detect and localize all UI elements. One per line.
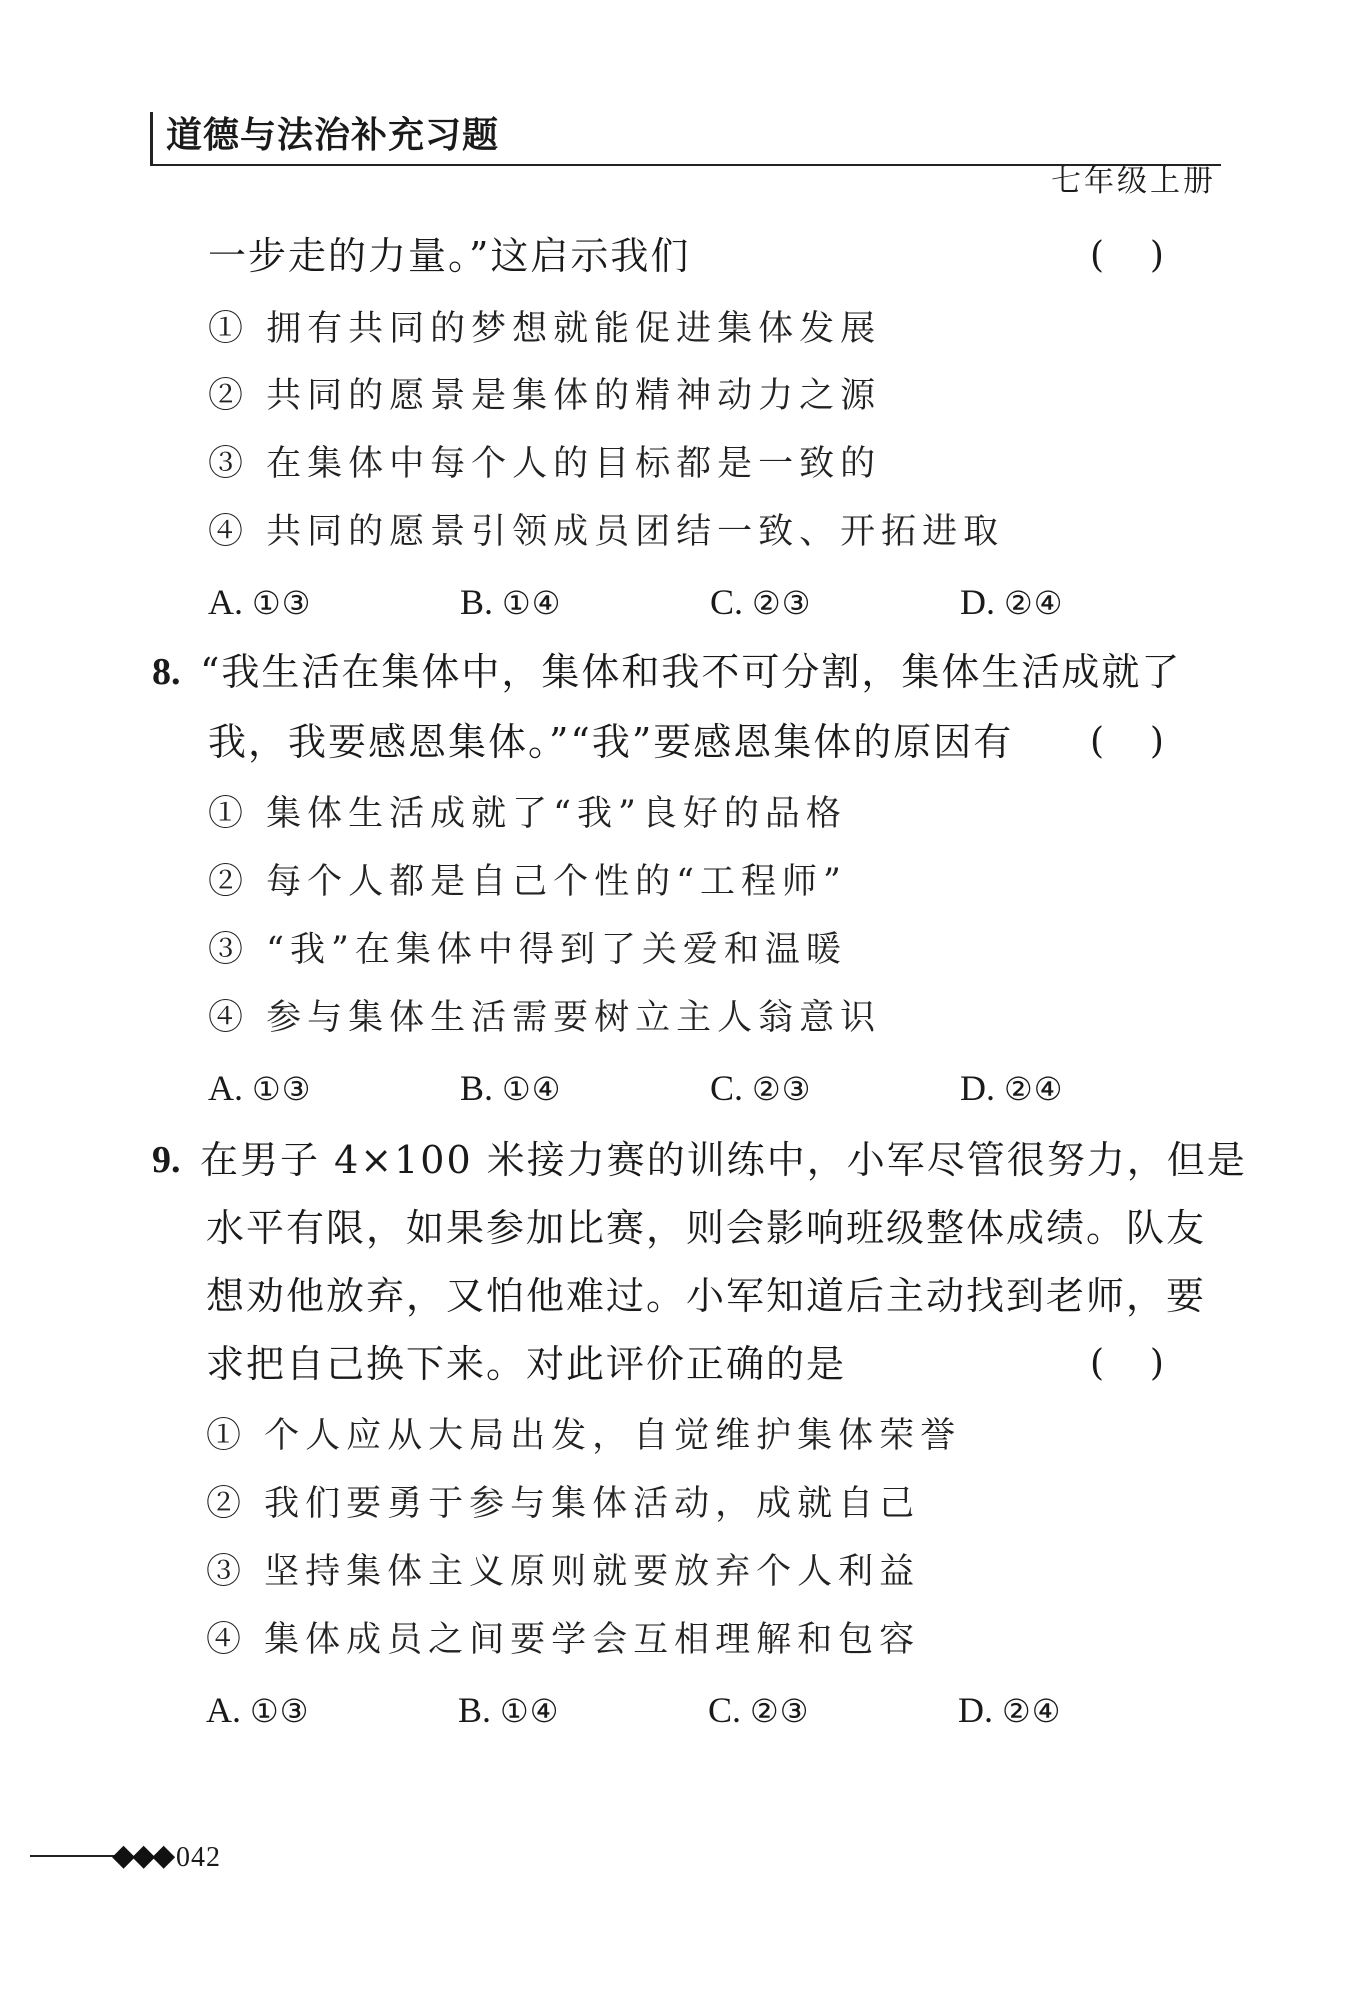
q9-number: 9. [152,1139,181,1181]
q9-stem-line-3: 想劝他放弃，又怕他难过。小军知道后主动找到老师，要 [206,1274,1207,1318]
q7-answer-blank: ( ) [1090,235,1164,276]
q7-choice-c[interactable]: C. ②③ [710,582,812,622]
q9-choice-c[interactable]: C. ②③ [708,1690,810,1730]
q9-choice-b[interactable]: B. ①④ [458,1690,560,1730]
q8-option-2: ② 每个人都是自己个性的“工程师” [208,862,847,902]
q8-option-1: ① 集体生活成就了“我”良好的品格 [208,794,847,834]
q9-choice-d[interactable]: D. ②④ [958,1690,1062,1730]
grade-label: 七年级上册 [1051,164,1216,199]
page-number: 042 [176,1842,221,1873]
q9-answer-blank: ( ) [1090,1343,1164,1384]
book-title: 道德与法治补充习题 [166,115,500,156]
q7-option-2: ② 共同的愿景是集体的精神动力之源 [208,376,882,416]
q8-stem-line-1: “我生活在集体中，集体和我不可分割，集体生活成就了 [200,650,1182,694]
q8-answer-blank: ( ) [1090,721,1164,762]
q9-stem-line-1: 在男子 4×100 米接力赛的训练中，小军尽管很努力，但是 [200,1138,1247,1182]
q8-number: 8. [152,651,181,693]
q7-choice-b[interactable]: B. ①④ [460,582,562,622]
q7-option-4: ④ 共同的愿景引领成员团结一致、开拓进取 [208,512,1005,552]
q7-choice-a[interactable]: A. ①③ [208,582,312,622]
diamond-icon: ◆◆◆ [112,1838,173,1873]
q9-choice-a[interactable]: A. ①③ [206,1690,310,1730]
q9-stem-line-2: 水平有限，如果参加比赛，则会影响班级整体成绩。队友 [206,1206,1207,1250]
q9-choices [206,1686,1206,1734]
q8-choice-b[interactable]: B. ①④ [460,1068,562,1108]
q9-stem-line-4: 求把自己换下来。对此评价正确的是 [206,1342,847,1386]
q8-choice-a[interactable]: A. ①③ [208,1068,312,1108]
q9-option-2: ② 我们要勇于参与集体活动，成就自己 [206,1484,921,1524]
q7-option-1: ① 拥有共同的梦想就能促进集体发展 [208,309,882,349]
q8-stem-line-2: 我，我要感恩集体。”“我”要感恩集体的原因有 [208,720,1014,764]
footer-rule [30,1855,115,1857]
q8-option-3: ③ “我”在集体中得到了关爱和温暖 [208,930,847,970]
q7-choices [208,578,1208,626]
q8-choice-c[interactable]: C. ②③ [710,1068,812,1108]
q9-option-1: ① 个人应从大局出发，自觉维护集体荣誉 [206,1416,962,1456]
q9-option-4: ④ 集体成员之间要学会互相理解和包容 [206,1620,921,1660]
q8-choice-d[interactable]: D. ②④ [960,1068,1064,1108]
q7-choice-d[interactable]: D. ②④ [960,582,1064,622]
q9-option-3: ③ 坚持集体主义原则就要放弃个人利益 [206,1552,921,1592]
q8-choices [208,1064,1208,1112]
q7-stem-line: 一步走的力量。”这启示我们 [208,234,691,278]
q8-option-4: ④ 参与集体生活需要树立主人翁意识 [208,998,882,1038]
q7-option-3: ③ 在集体中每个人的目标都是一致的 [208,444,882,484]
